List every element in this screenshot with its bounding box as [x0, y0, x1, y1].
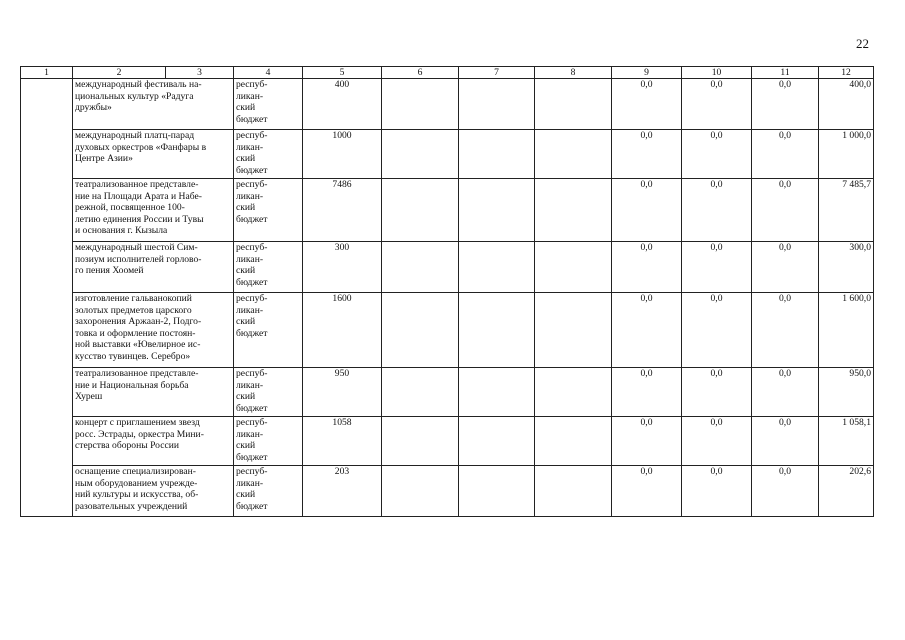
- empty-cell: [459, 368, 535, 417]
- empty-cell: [535, 417, 612, 466]
- funding-source: респуб- ликан- ский бюджет: [234, 242, 303, 293]
- amount-col9: 0,0: [612, 79, 682, 130]
- column-header: 4: [234, 67, 303, 79]
- event-description: международный платц-парад духовых оркестров «Фанфары в Центре Азии»: [73, 130, 234, 179]
- empty-cell: [535, 466, 612, 517]
- amount-col10: 0,0: [682, 242, 752, 293]
- funding-source: респуб- ликан- ский бюджет: [234, 179, 303, 242]
- funding-source: респуб- ликан- ский бюджет: [234, 466, 303, 517]
- amount-col11: 0,0: [752, 293, 819, 368]
- amount-col12: 1 058,1: [819, 417, 874, 466]
- empty-cell: [382, 466, 459, 517]
- event-description: театрализованное представле- ние на Площади Арата и Набе- режной, посвященное 100- летию единения России и Тувы и основания г. Кызыла: [73, 179, 234, 242]
- amount-col12: 400,0: [819, 79, 874, 130]
- empty-cell: [459, 130, 535, 179]
- amount-col5: 400: [303, 79, 382, 130]
- column-header: 3: [166, 67, 234, 79]
- event-description: театрализованное представле- ние и Национальная борьба Хуреш: [73, 368, 234, 417]
- amount-col10: 0,0: [682, 179, 752, 242]
- amount-col9: 0,0: [612, 293, 682, 368]
- empty-cell: [459, 242, 535, 293]
- empty-cell: [382, 130, 459, 179]
- amount-col10: 0,0: [682, 130, 752, 179]
- funding-source: респуб- ликан- ский бюджет: [234, 79, 303, 130]
- table-row: [21, 368, 874, 417]
- empty-cell: [382, 179, 459, 242]
- table-row: [21, 466, 874, 517]
- table-row: [21, 179, 874, 242]
- table-row: [21, 417, 874, 466]
- amount-col5: 1600: [303, 293, 382, 368]
- amount-col11: 0,0: [752, 417, 819, 466]
- table-row: [21, 293, 874, 368]
- column-header: 5: [303, 67, 382, 79]
- column-header: 10: [682, 67, 752, 79]
- page-number: 22: [856, 36, 869, 51]
- event-description: международный шестой Сим- позиум исполнителей горлово- го пения Хоомей: [73, 242, 234, 293]
- column-header: 1: [21, 67, 73, 79]
- column-header: 11: [752, 67, 819, 79]
- empty-cell: [382, 417, 459, 466]
- column-header: 12: [819, 67, 874, 79]
- empty-cell: [535, 79, 612, 130]
- amount-col10: 0,0: [682, 79, 752, 130]
- empty-cell: [459, 79, 535, 130]
- empty-cell: [382, 79, 459, 130]
- column-header: 2: [73, 67, 166, 79]
- amount-col5: 1058: [303, 417, 382, 466]
- amount-col12: 300,0: [819, 242, 874, 293]
- amount-col11: 0,0: [752, 79, 819, 130]
- table-row: [21, 79, 874, 130]
- empty-cell: [382, 368, 459, 417]
- index-cell: [21, 79, 73, 517]
- amount-col5: 1000: [303, 130, 382, 179]
- event-description: концерт с приглашением звезд росс. Эстрады, оркестра Мини- стерства обороны России: [73, 417, 234, 466]
- table-body: [21, 79, 874, 517]
- amount-col9: 0,0: [612, 130, 682, 179]
- amount-col5: 7486: [303, 179, 382, 242]
- empty-cell: [382, 293, 459, 368]
- empty-cell: [535, 179, 612, 242]
- event-description: изготовление гальванокопий золотых предметов царского захоронения Аржаан-2, Подго- товка и оформление постоян- ной выставки «Ювелирное ис- кусство тувинцев. Серебро»: [73, 293, 234, 368]
- funding-source: респуб- ликан- ский бюджет: [234, 130, 303, 179]
- column-header: 7: [459, 67, 535, 79]
- column-header: 6: [382, 67, 459, 79]
- header-row: [21, 67, 874, 79]
- amount-col9: 0,0: [612, 368, 682, 417]
- amount-col12: 950,0: [819, 368, 874, 417]
- amount-col10: 0,0: [682, 293, 752, 368]
- column-header: 8: [535, 67, 612, 79]
- amount-col9: 0,0: [612, 417, 682, 466]
- amount-col11: 0,0: [752, 368, 819, 417]
- empty-cell: [382, 242, 459, 293]
- amount-col9: 0,0: [612, 179, 682, 242]
- amount-col5: 950: [303, 368, 382, 417]
- empty-cell: [535, 242, 612, 293]
- table-row: [21, 130, 874, 179]
- event-description: международный фестиваль на- циональных культур «Радуга дружбы»: [73, 79, 234, 130]
- funding-source: респуб- ликан- ский бюджет: [234, 368, 303, 417]
- empty-cell: [459, 466, 535, 517]
- empty-cell: [535, 130, 612, 179]
- amount-col11: 0,0: [752, 466, 819, 517]
- empty-cell: [459, 417, 535, 466]
- amount-col11: 0,0: [752, 179, 819, 242]
- empty-cell: [535, 368, 612, 417]
- amount-col5: 300: [303, 242, 382, 293]
- amount-col11: 0,0: [752, 242, 819, 293]
- empty-cell: [459, 293, 535, 368]
- column-header: 9: [612, 67, 682, 79]
- amount-col5: 203: [303, 466, 382, 517]
- event-description: оснащение специализирован- ным оборудованием учрежде- ний культуры и искусства, об- разовательных учреждений: [73, 466, 234, 517]
- amount-col10: 0,0: [682, 368, 752, 417]
- amount-col11: 0,0: [752, 130, 819, 179]
- amount-col12: 1 600,0: [819, 293, 874, 368]
- amount-col10: 0,0: [682, 466, 752, 517]
- budget-table: [20, 66, 874, 517]
- amount-col10: 0,0: [682, 417, 752, 466]
- empty-cell: [535, 293, 612, 368]
- funding-source: респуб- ликан- ский бюджет: [234, 293, 303, 368]
- amount-col12: 202,6: [819, 466, 874, 517]
- funding-source: респуб- ликан- ский бюджет: [234, 417, 303, 466]
- amount-col9: 0,0: [612, 242, 682, 293]
- amount-col9: 0,0: [612, 466, 682, 517]
- table-row: [21, 242, 874, 293]
- empty-cell: [459, 179, 535, 242]
- amount-col12: 7 485,7: [819, 179, 874, 242]
- amount-col12: 1 000,0: [819, 130, 874, 179]
